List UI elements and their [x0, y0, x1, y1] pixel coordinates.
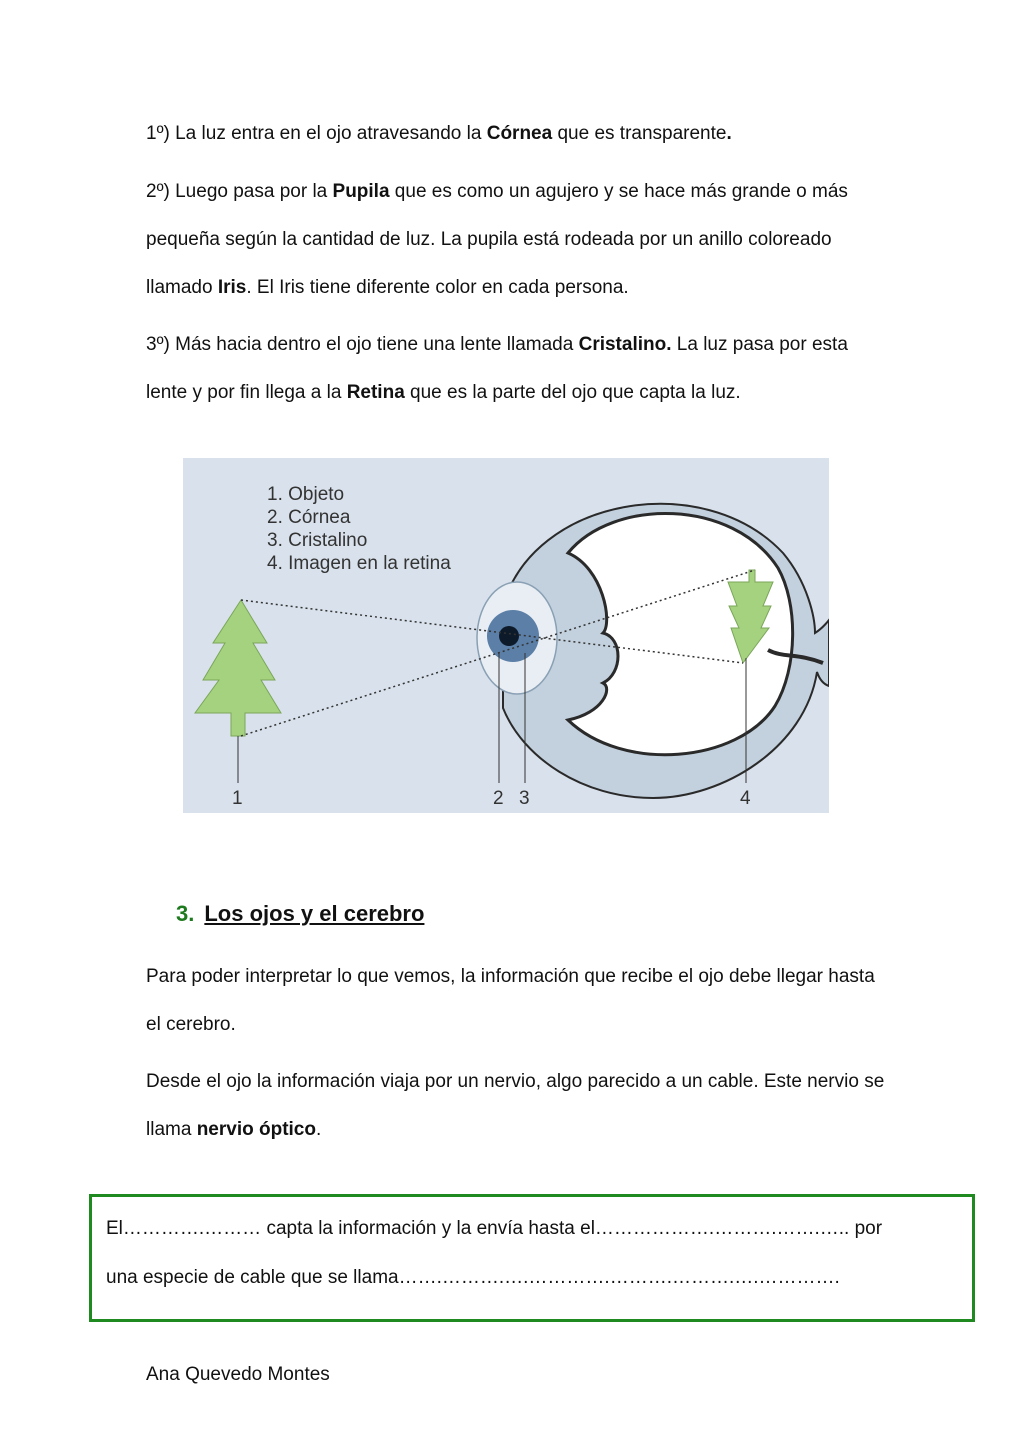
term-nervio-optico: nervio óptico	[196, 1119, 316, 1140]
section-number: 3.	[176, 901, 195, 926]
eye-diagram-svg	[183, 458, 829, 813]
exercise-line-2: una especie de cable que se llama…….……….….………….……….……….….………….	[106, 1267, 840, 1288]
text: que es transparente	[552, 123, 727, 144]
paragraph-cornea	[146, 110, 886, 158]
paragraph-cristalino	[146, 321, 886, 417]
term-cristalino: Cristalino.	[578, 334, 672, 355]
text: . El Iris tiene diferente color en cada persona.	[246, 277, 629, 298]
text: que es la parte del ojo que capta la luz.	[404, 382, 741, 403]
term-iris: Iris	[217, 277, 247, 298]
pupil	[499, 626, 519, 646]
exercise-box	[89, 1194, 975, 1322]
text: 3º) Más hacia dentro el ojo tiene una lente llamada	[146, 334, 579, 355]
text: que es como un agujero y se hace más grande o más pequeña según la cantidad de luz. La pupila está rodeada por un anillo coloreado llamado	[146, 181, 848, 298]
paragraph-interpretar: Para poder interpretar lo que vemos, la información que recibe el ojo debe llegar hasta el cerebro.	[146, 966, 875, 1035]
label-2: 2	[493, 788, 504, 809]
legend-item-3: 3. Cristalino	[267, 530, 368, 551]
period: .	[726, 123, 732, 144]
label-4: 4	[740, 788, 751, 809]
text: 1º) La luz entra en el ojo atravesando la	[146, 123, 487, 144]
term-cornea: Córnea	[486, 123, 553, 144]
label-1: 1	[232, 788, 243, 809]
paragraph-pupila	[146, 168, 886, 312]
section-heading	[176, 898, 424, 930]
eye-diagram	[183, 458, 829, 813]
term-pupila: Pupila	[332, 181, 390, 202]
label-3: 3	[519, 788, 530, 809]
text: Desde el ojo la información viaja por un nervio, algo parecido a un cable. Este nervio se llama	[146, 1071, 885, 1140]
text: La luz pasa por esta lente y por fin llega a la	[146, 334, 848, 403]
tree-object	[195, 600, 281, 736]
text: .	[315, 1119, 322, 1140]
term-retina: Retina	[346, 382, 405, 403]
legend-item-4: 4. Imagen en la retina	[267, 553, 451, 574]
exercise-line-1: El………….……… capta la información y la envía hasta el……………….……….…….….. por	[106, 1218, 883, 1239]
legend-item-1: 1. Objeto	[267, 484, 345, 505]
paragraph-nervio	[146, 1058, 886, 1154]
author-footer: Ana Quevedo Montes	[146, 1364, 330, 1385]
section-title: Los ojos y el cerebro	[204, 901, 425, 926]
legend-item-2: 2. Córnea	[267, 507, 351, 528]
text: 2º) Luego pasa por la	[146, 181, 333, 202]
